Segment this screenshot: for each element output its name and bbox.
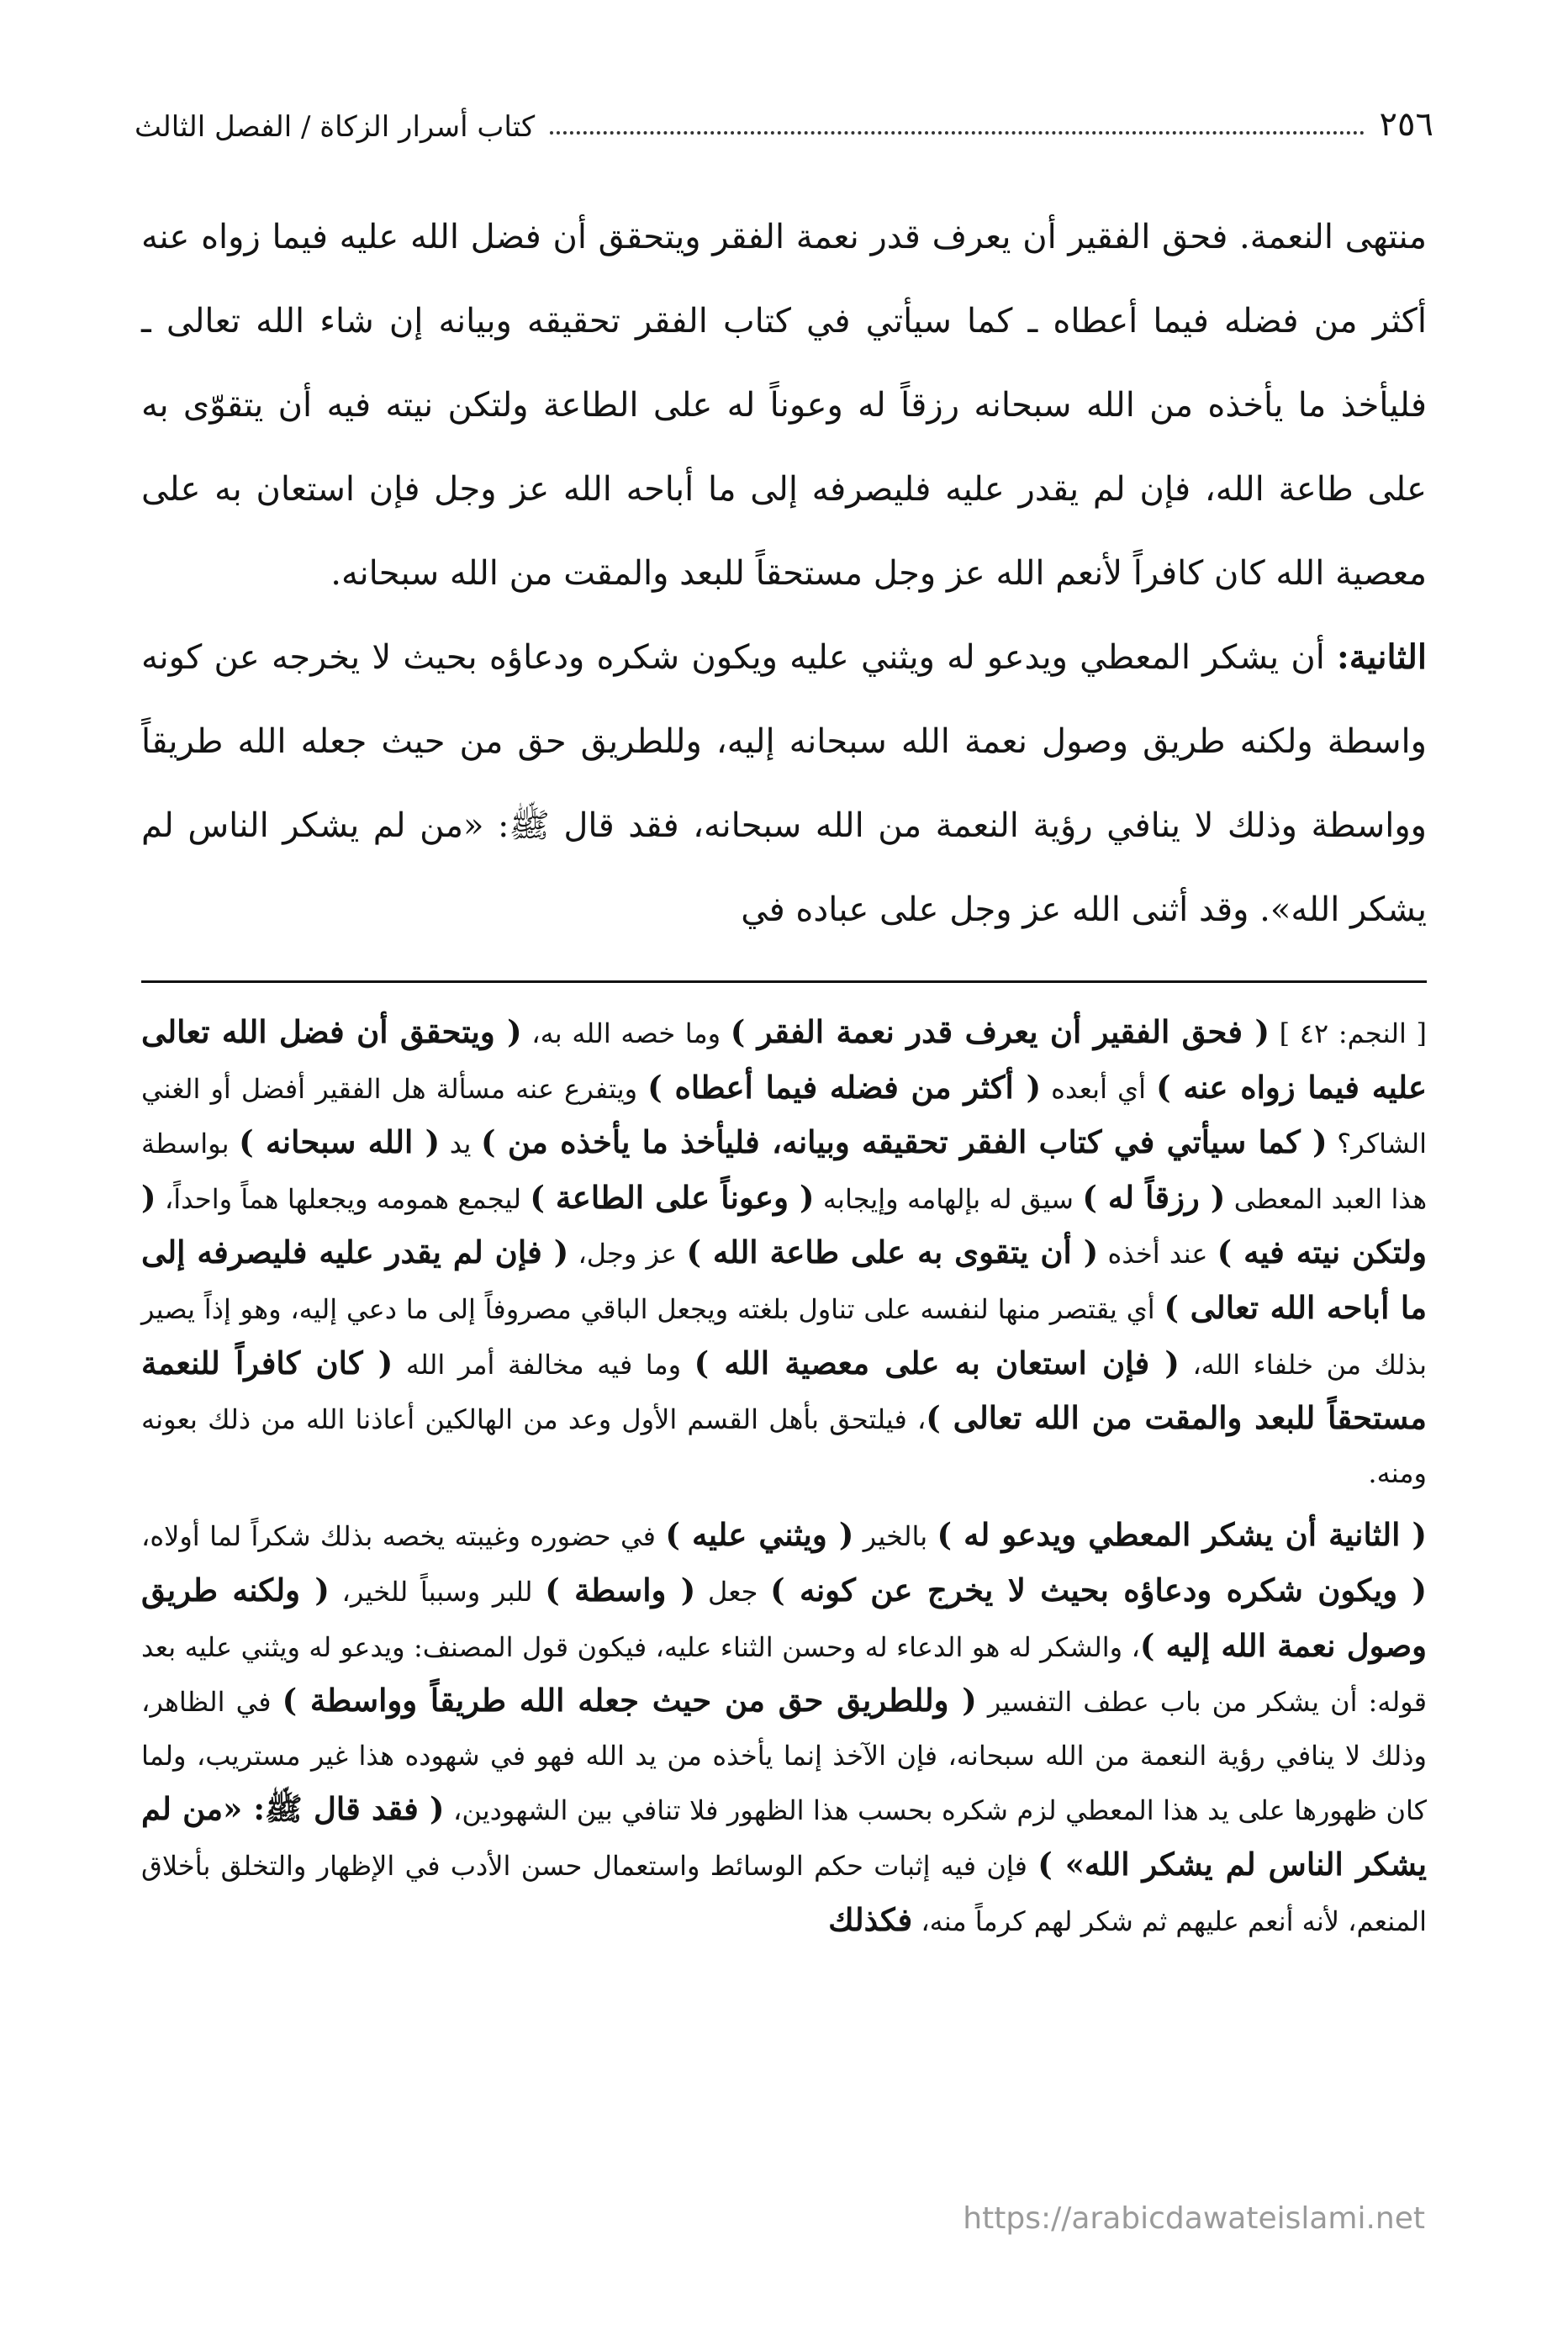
commentary-span: وما خصه الله به، <box>531 1017 721 1049</box>
quoted-matn: ( فإن لم يقدر عليه فليصرفه إلى ما أباحه الله تعالى ) <box>141 1234 1428 1326</box>
commentary-span: للبر وسبباً للخير، <box>341 1575 533 1608</box>
commentary-span: ويتفرع عنه مسألة هل الفقير أفضل أو الغني الشاكر؟ <box>141 1072 1428 1160</box>
header-dot-leader <box>550 131 1364 135</box>
watermark-url: https://arabicdawateislami.net <box>963 2201 1425 2236</box>
main-paragraph <box>141 615 1427 952</box>
main-paragraph-text: أن يشكر المعطي ويدعو له ويثني عليه ويكون شكره ودعاؤه بحيث لا يخرجه عن كونه واسطة ولكنه طريق وصول نعمة الله سبحانه إليه، وللطريق حق من حيث جعله الله طريقاً وواسطة وذلك لا ينافي رؤية النعمة من الله سبحانه، فقد قال ﷺ: «من لم يشكر الناس لم يشكر الله». وقد أثنى الله عز وجل على عباده في <box>141 638 1427 929</box>
footnote-separator <box>141 980 1427 983</box>
quoted-matn: ( أن يتقوى به على طاعة الله ) <box>686 1234 1099 1271</box>
quran-reference: [ النجم: ٤٢ ] <box>1279 1017 1428 1049</box>
quoted-matn: ( واسطة ) <box>545 1571 696 1609</box>
commentary-span: فإن فيه إثبات حكم الوسائط واستعمال حسن الأدب في الإظهار والتخلق بأخلاق المنعم، لأنه أنعم عليهم ثم شكر لهم كرماً منه، <box>141 1849 1427 1937</box>
commentary-span: ، فيلتحق بأهل القسم الأول وعد من الهالكين أعاذنا الله من ذلك بعونه ومنه. <box>141 1403 1427 1489</box>
quoted-matn: ( فحق الفقير أن يعرف قدر نعمة الفقر ) <box>730 1013 1270 1050</box>
quoted-matn: ( وللطريق حق من حيث جعله الله طريقاً وواسطة ) <box>282 1682 977 1720</box>
main-paragraph-text: منتهى النعمة. فحق الفقير أن يعرف قدر نعمة الفقر ويتحقق أن فضل الله عليه فيما زواه عنه أكثر من فضله فيما أعطاه ـ كما سيأتي في كتاب الفقر تحقيقه وبيانه إن شاء الله تعالى ـ فليأخذ ما يأخذه من الله سبحانه رزقاً له وعوناً له على الطاعة ولتكن نيته فيه أن يتقوّى به على طاعة الله، فإن لم يقدر عليه فليصرفه إلى ما أباحه الله عز وجل فإن استعان به على معصية الله كان كافراً لأنعم الله عز وجل مستحقاً للبعد والمقت من الله سبحانه. <box>141 218 1427 593</box>
commentary-span: أي أبعده <box>1051 1072 1146 1105</box>
quoted-matn: ( الله سبحانه ) <box>239 1123 441 1161</box>
quoted-matn: ( ويتحقق أن فضل الله تعالى عليه فيما زواه عنه ) <box>141 1013 1428 1106</box>
commentary-span: في الظاهر، وذلك لا ينافي رؤية النعمة من الله سبحانه، فإن الآخذ إنما يأخذه من يد الله فهو في شهوده هذا غير مستريب، ولما كان ظهورها على يد هذا المعطي لزم شكره بحسب هذا الظهور فلا تنافي بين الشهودين، <box>141 1686 1428 1827</box>
commentary-paragraph <box>141 1508 1427 1948</box>
commentary-span: بالخير <box>863 1520 928 1553</box>
main-text <box>141 195 1427 952</box>
commentary-span: بواسطة هذا العبد المعطى <box>141 1128 1428 1215</box>
quoted-matn: ( أكثر من فضله فيما أعطاه ) <box>647 1068 1042 1106</box>
commentary-span: ، والشكر له هو الدعاء له وحسن الثناء عليه، فيكون قول المصنف: ويدعو له ويثني عليه بعد قوله: أن يشكر من باب عطف التفسير <box>141 1630 1428 1719</box>
running-title: كتاب أسرار الزكاة / الفصل الثالث <box>135 110 536 144</box>
paragraph-lead: الثانية: <box>1337 637 1428 677</box>
commentary-span: ليجمع همومه ويجعلها هماً واحداً، <box>164 1182 521 1215</box>
commentary-span: جعل <box>707 1575 758 1608</box>
quoted-matn: ( فقد قال ﷺ: «من لم يشكر الناس لم يشكر الله» ) <box>141 1790 1428 1883</box>
commentary-text <box>141 1006 1427 1948</box>
quoted-matn: ( كان كافراً للنعمة مستحقاً للبعد والمقت من الله تعالى ) <box>141 1344 1427 1437</box>
quoted-matn: ( ولتكن نيته فيه ) <box>141 1178 1428 1271</box>
main-paragraph <box>141 195 1427 615</box>
quoted-matn: ( ويكون شكره ودعاؤه بحيث لا يخرج عن كونه ) <box>770 1571 1427 1609</box>
commentary-paragraph <box>141 1006 1427 1500</box>
quoted-matn: ( ويثني عليه ) <box>665 1516 854 1554</box>
commentary-span: عند أخذه <box>1107 1238 1208 1271</box>
quoted-matn: ( وعوناً على الطاعة ) <box>530 1178 815 1216</box>
running-header <box>135 91 1433 144</box>
quoted-matn: فكذلك <box>828 1900 913 1938</box>
quoted-matn: ( الثانية أن يشكر المعطي ويدعو له ) <box>937 1516 1428 1554</box>
quoted-matn: ( فإن استعان به على معصية الله ) <box>694 1344 1180 1381</box>
commentary-span: أي يقتصر منها لنفسه على تناول بلغته ويجعل الباقي مصروفاً إلى ما دعي إليه، وهو إذاً يصير بذلك من خلفاء الله، <box>141 1292 1428 1381</box>
commentary-span: يد <box>449 1128 472 1160</box>
quoted-matn: ( ولكنه طريق وصول نعمة الله إليه ) <box>141 1571 1427 1664</box>
commentary-span: وما فيه مخالفة أمر الله <box>405 1348 682 1381</box>
page-number: ٢٥٦ <box>1379 105 1433 144</box>
commentary-span: سيق له بإلهامه وإيجابه <box>822 1182 1074 1215</box>
commentary-span: عز وجل، <box>578 1238 678 1271</box>
commentary-span: في حضوره وغيبته يخصه بذلك شكراً لما أولاه، <box>141 1520 656 1553</box>
quoted-matn: ( كما سيأتي في كتاب الفقر تحقيقه وبيانه، فليأخذ ما يأخذه من ) <box>481 1123 1328 1161</box>
quoted-matn: ( رزقاً له ) <box>1082 1178 1226 1216</box>
